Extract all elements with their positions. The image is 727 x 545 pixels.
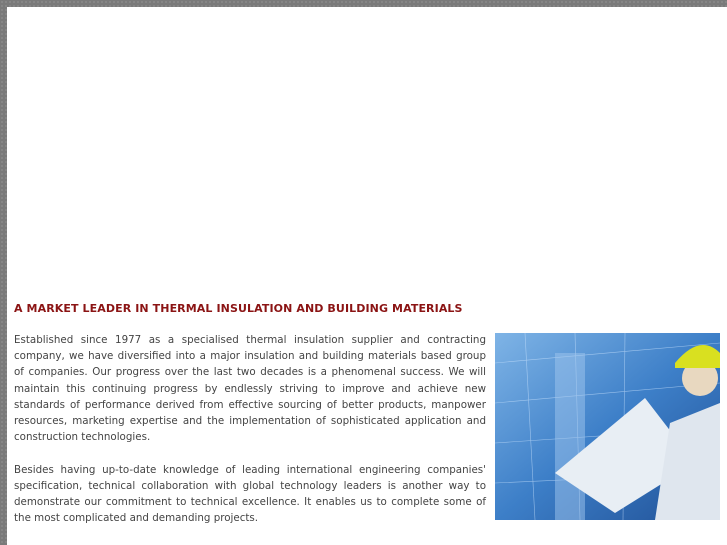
- page-content: [7, 7, 727, 545]
- banner-area: [7, 7, 727, 292]
- engineer-blueprint-image: [495, 333, 720, 520]
- paragraph-2: Besides having up-to-date knowledge of leading international engineering companies' specification, technical collaboration with global technology leaders is another way to demonstrate our commitment to technical excellence. It enables us to complete some of the most complicated and demanding projects.: [14, 463, 486, 525]
- paragraph-1: Established since 1977 as a specialised thermal insulation supplier and contracting company, we have diversified into a major insulation and building materials based group of companies. Our progress over the last two decades is a phenomenal success. We will maintain this continuing progress by endlessly striving to improve and achieve new standards of performance derived from effective sourcing of better products, manpower resources, marketing expertise and the implementation of sophisticated application and construction technologies.: [14, 334, 486, 444]
- page-heading: A MARKET LEADER IN THERMAL INSULATION AND BUILDING MATERIALS: [14, 302, 463, 315]
- intro-text: [14, 332, 486, 543]
